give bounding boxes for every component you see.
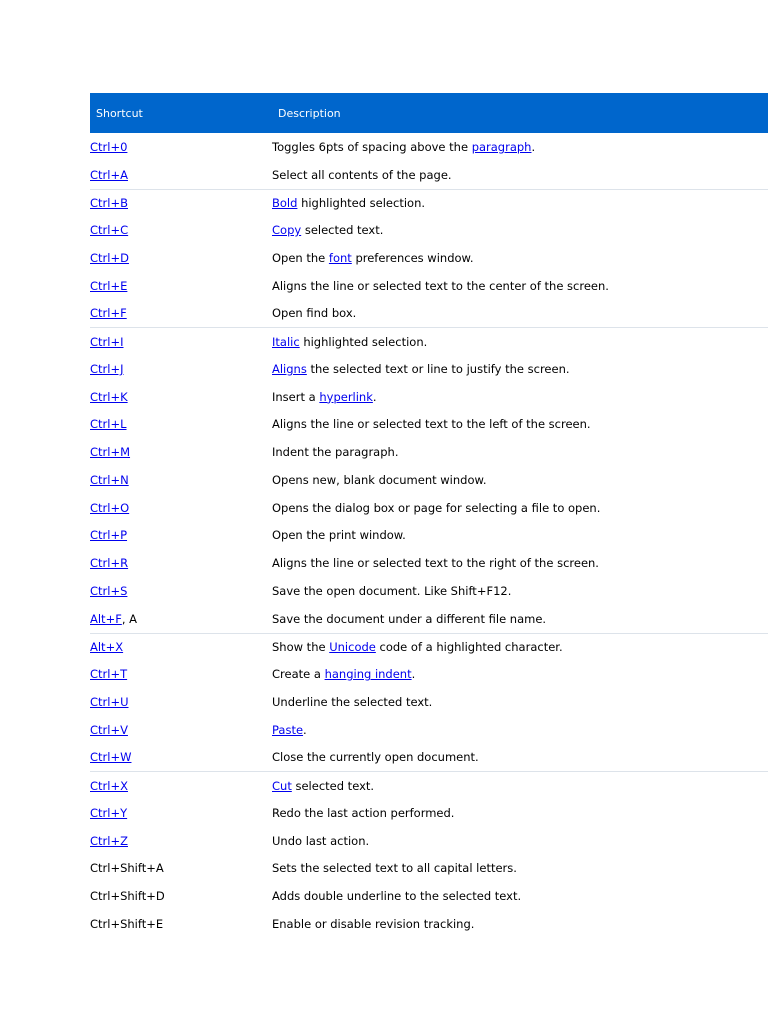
- description-link[interactable]: Aligns: [272, 361, 307, 376]
- description-text: Underline the selected text.: [272, 694, 433, 709]
- table-row: [90, 327, 768, 355]
- table-row: [90, 633, 768, 661]
- shortcut-link[interactable]: Ctrl+C: [90, 223, 129, 238]
- description-cell: [272, 528, 768, 542]
- description-cell: [272, 640, 768, 654]
- description-cell: [272, 335, 768, 349]
- shortcut-cell: [90, 528, 272, 542]
- shortcut-link[interactable]: Ctrl+S: [90, 583, 128, 598]
- description-cell: [272, 362, 768, 376]
- shortcut-cell: [90, 556, 272, 570]
- shortcut-cell: [90, 640, 272, 654]
- shortcut-link[interactable]: Ctrl+I: [90, 334, 124, 349]
- table-row: [90, 133, 768, 161]
- description-link[interactable]: Bold: [272, 195, 298, 210]
- description-text: Open the print window.: [272, 528, 406, 543]
- description-text: Indent the paragraph.: [272, 445, 399, 460]
- header-description: Description: [278, 106, 341, 120]
- description-text: Aligns the line or selected text to the left of the screen.: [272, 417, 591, 432]
- description-cell: [272, 279, 768, 293]
- description-text: Sets the selected text to all capital letters.: [272, 861, 517, 876]
- shortcut-cell: [90, 417, 272, 431]
- shortcut-link[interactable]: Ctrl+F: [90, 306, 127, 321]
- description-text: .: [411, 667, 416, 682]
- description-cell: [272, 223, 768, 237]
- description-text: Open the: [272, 250, 329, 265]
- description-link[interactable]: Paste: [272, 722, 304, 737]
- description-text: the selected text or line to justify the screen.: [306, 361, 570, 376]
- table-row: [90, 910, 768, 938]
- table-row: [90, 300, 768, 328]
- description-cell: [272, 251, 768, 265]
- table-body: [90, 133, 768, 938]
- description-cell: [272, 889, 768, 903]
- description-cell: [272, 556, 768, 570]
- shortcut-link[interactable]: Ctrl+T: [90, 667, 128, 682]
- description-cell: [272, 417, 768, 431]
- description-cell: [272, 168, 768, 182]
- description-text: .: [303, 722, 307, 737]
- description-cell: [272, 779, 768, 793]
- shortcut-cell: [90, 667, 272, 681]
- description-text: .: [531, 139, 536, 154]
- shortcut-cell: [90, 445, 272, 459]
- description-link[interactable]: hanging indent: [324, 667, 412, 682]
- shortcut-cell: [90, 834, 272, 848]
- table-row: [90, 716, 768, 744]
- shortcut-cell: [90, 223, 272, 237]
- description-text: code of a highlighted character.: [375, 639, 563, 654]
- description-text: Open find box.: [272, 306, 357, 321]
- shortcut-cell: [90, 723, 272, 737]
- table-row: [90, 882, 768, 910]
- description-cell: [272, 390, 768, 404]
- description-text: Show the: [272, 639, 330, 654]
- shortcut-link[interactable]: Ctrl+N: [90, 472, 129, 487]
- description-text: Aligns the line or selected text to the center of the screen.: [272, 278, 609, 293]
- shortcut-link[interactable]: Ctrl+R: [90, 556, 129, 571]
- shortcut-cell: [90, 168, 272, 182]
- description-link[interactable]: Cut: [272, 778, 292, 793]
- table-row: [90, 827, 768, 855]
- shortcut-cell: [90, 279, 272, 293]
- table-row: [90, 383, 768, 411]
- shortcut-link[interactable]: Ctrl+O: [90, 500, 130, 515]
- description-text: Save the document under a different file name.: [272, 611, 547, 626]
- table-row: [90, 438, 768, 466]
- shortcut-cell: [90, 612, 272, 626]
- shortcut-link[interactable]: Ctrl+M: [90, 445, 131, 460]
- description-cell: [272, 861, 768, 875]
- table-row: [90, 771, 768, 799]
- description-cell: [272, 501, 768, 515]
- header-shortcut: Shortcut: [96, 106, 143, 120]
- shortcut-text: Ctrl+Shift+A: [90, 861, 164, 876]
- shortcut-cell: [90, 196, 272, 210]
- table-row: [90, 577, 768, 605]
- description-text: Undo last action.: [272, 833, 370, 848]
- table-row: [90, 355, 768, 383]
- table-row: [90, 744, 768, 772]
- shortcut-cell: [90, 335, 272, 349]
- shortcut-link[interactable]: Ctrl+X: [90, 778, 128, 793]
- shortcut-link[interactable]: Ctrl+Z: [90, 833, 128, 848]
- shortcut-link[interactable]: Ctrl+Y: [90, 805, 128, 820]
- shortcut-link[interactable]: Ctrl+J: [90, 361, 124, 376]
- table-row: [90, 216, 768, 244]
- table-row: [90, 549, 768, 577]
- description-text: .: [372, 389, 377, 404]
- table-row: [90, 411, 768, 439]
- shortcut-link[interactable]: Alt+X: [90, 639, 124, 654]
- table-row: [90, 799, 768, 827]
- shortcut-link[interactable]: Ctrl+B: [90, 195, 128, 210]
- table-row: [90, 466, 768, 494]
- shortcut-cell: [90, 362, 272, 376]
- shortcut-text: , A: [121, 611, 138, 626]
- shortcut-link[interactable]: Ctrl+E: [90, 278, 128, 293]
- table-row: [90, 189, 768, 217]
- shortcut-cell: [90, 140, 272, 154]
- description-link[interactable]: Copy: [272, 223, 302, 238]
- description-cell: [272, 750, 768, 764]
- shortcut-link[interactable]: Ctrl+0: [90, 139, 128, 154]
- table-row: [90, 855, 768, 883]
- description-text: Toggles 6pts of spacing above the: [272, 139, 472, 154]
- description-text: Aligns the line or selected text to the right of the screen.: [272, 556, 599, 571]
- description-cell: [272, 196, 768, 210]
- table-row: [90, 161, 768, 189]
- description-text: Save the open document. Like Shift+F12.: [272, 583, 512, 598]
- description-cell: [272, 584, 768, 598]
- description-cell: [272, 806, 768, 820]
- table-header: [90, 93, 768, 133]
- description-text: Enable or disable revision tracking.: [272, 916, 475, 931]
- shortcut-table: [90, 93, 768, 938]
- description-cell: [272, 917, 768, 931]
- shortcut-text: Ctrl+Shift+E: [90, 916, 164, 931]
- table-row: [90, 522, 768, 550]
- shortcut-link[interactable]: Ctrl+K: [90, 389, 128, 404]
- table-row: [90, 244, 768, 272]
- description-text: selected text.: [291, 778, 375, 793]
- shortcut-cell: [90, 889, 272, 903]
- table-row: [90, 688, 768, 716]
- shortcut-cell: [90, 584, 272, 598]
- description-text: highlighted selection.: [299, 334, 428, 349]
- description-link[interactable]: Italic: [272, 334, 300, 349]
- description-text: selected text.: [301, 223, 384, 238]
- description-cell: [272, 723, 768, 737]
- shortcut-text: Ctrl+Shift+D: [90, 889, 165, 904]
- shortcut-cell: [90, 917, 272, 931]
- description-text: preferences window.: [351, 250, 474, 265]
- table-row: [90, 272, 768, 300]
- description-link[interactable]: font: [328, 250, 352, 265]
- description-text: Redo the last action performed.: [272, 805, 455, 820]
- shortcut-link[interactable]: Ctrl+A: [90, 167, 128, 182]
- shortcut-link[interactable]: Ctrl+U: [90, 694, 129, 709]
- shortcut-link[interactable]: Ctrl+V: [90, 722, 128, 737]
- description-cell: [272, 473, 768, 487]
- description-text: Opens the dialog box or page for selecting a file to open.: [272, 500, 601, 515]
- description-text: Adds double underline to the selected text.: [272, 889, 522, 904]
- description-text: Opens new, blank document window.: [272, 472, 487, 487]
- description-text: Select all contents of the page.: [272, 167, 452, 182]
- description-cell: [272, 140, 768, 154]
- table-row: [90, 605, 768, 633]
- shortcut-cell: [90, 779, 272, 793]
- shortcut-cell: [90, 251, 272, 265]
- shortcut-cell: [90, 473, 272, 487]
- description-cell: [272, 612, 768, 626]
- table-row: [90, 660, 768, 688]
- description-cell: [272, 695, 768, 709]
- shortcut-link[interactable]: Ctrl+P: [90, 528, 128, 543]
- description-link[interactable]: paragraph: [471, 139, 532, 154]
- shortcut-cell: [90, 695, 272, 709]
- description-link[interactable]: Unicode: [329, 639, 376, 654]
- description-cell: [272, 445, 768, 459]
- shortcut-cell: [90, 750, 272, 764]
- description-text: Create a: [272, 667, 325, 682]
- shortcut-cell: [90, 390, 272, 404]
- description-cell: [272, 667, 768, 681]
- table-row: [90, 494, 768, 522]
- shortcut-cell: [90, 806, 272, 820]
- shortcut-link[interactable]: Ctrl+L: [90, 417, 127, 432]
- shortcut-link[interactable]: Alt+F: [90, 611, 122, 626]
- description-text: highlighted selection.: [297, 195, 426, 210]
- description-cell: [272, 306, 768, 320]
- description-text: Insert a: [272, 389, 320, 404]
- description-text: Close the currently open document.: [272, 750, 479, 765]
- shortcut-cell: [90, 861, 272, 875]
- shortcut-cell: [90, 306, 272, 320]
- description-link[interactable]: hyperlink: [319, 389, 373, 404]
- shortcut-link[interactable]: Ctrl+D: [90, 250, 129, 265]
- description-cell: [272, 834, 768, 848]
- shortcut-cell: [90, 501, 272, 515]
- shortcut-link[interactable]: Ctrl+W: [90, 750, 132, 765]
